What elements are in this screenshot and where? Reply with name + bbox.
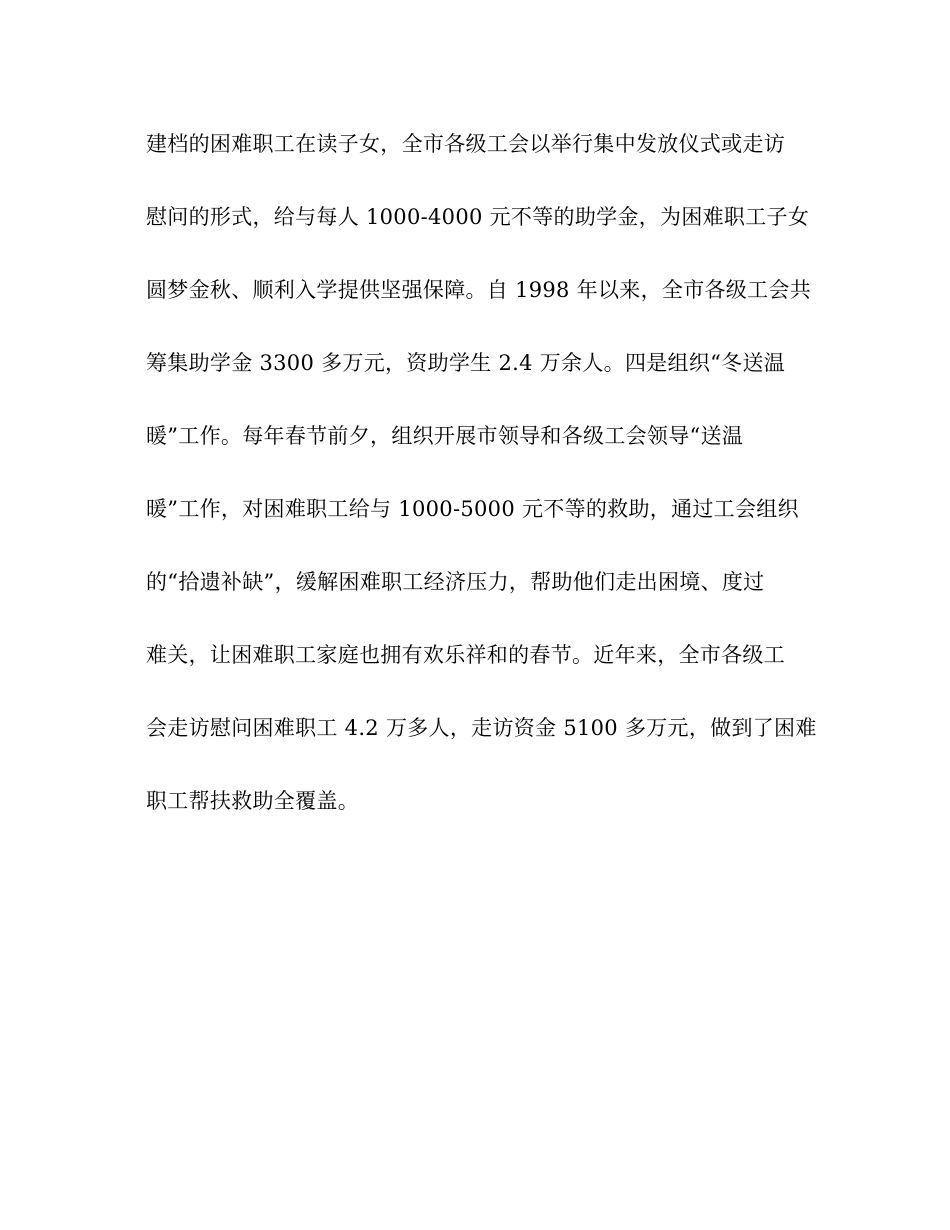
paragraph-line: 筹集助学金 3300 多万元，资助学生 2.4 万余人。四是组织“冬送温 — [146, 351, 786, 375]
paragraph-line: 暖”工作。每年春节前夕，组织开展市领导和各级工会领导“送温 — [146, 424, 744, 448]
paragraph-line: 的“拾遗补缺”，缓解困难职工经济压力，帮助他们走出困境、度过 — [146, 570, 765, 594]
paragraph-line: 建档的困难职工在读子女，全市各级工会以举行集中发放仪式或走访 — [146, 132, 785, 156]
paragraph-line: 慰问的形式，给与每人 1000-4000 元不等的助学金，为困难职工子女 — [146, 205, 810, 229]
paragraph-line: 难关，让困难职工家庭也拥有欢乐祥和的春节。近年来，全市各级工 — [146, 643, 785, 667]
body-paragraph — [146, 126, 826, 856]
paragraph-line: 职工帮扶救助全覆盖。 — [146, 789, 359, 813]
paragraph-line: 圆梦金秋、顺利入学提供坚强保障。自 1998 年以来，全市各级工会共 — [146, 278, 811, 302]
paragraph-line: 会走访慰问困难职工 4.2 万多人，走访资金 5100 多万元，做到了困难 — [146, 716, 817, 740]
paragraph-line: 暖”工作，对困难职工给与 1000-5000 元不等的救助，通过工会组织 — [146, 497, 799, 521]
